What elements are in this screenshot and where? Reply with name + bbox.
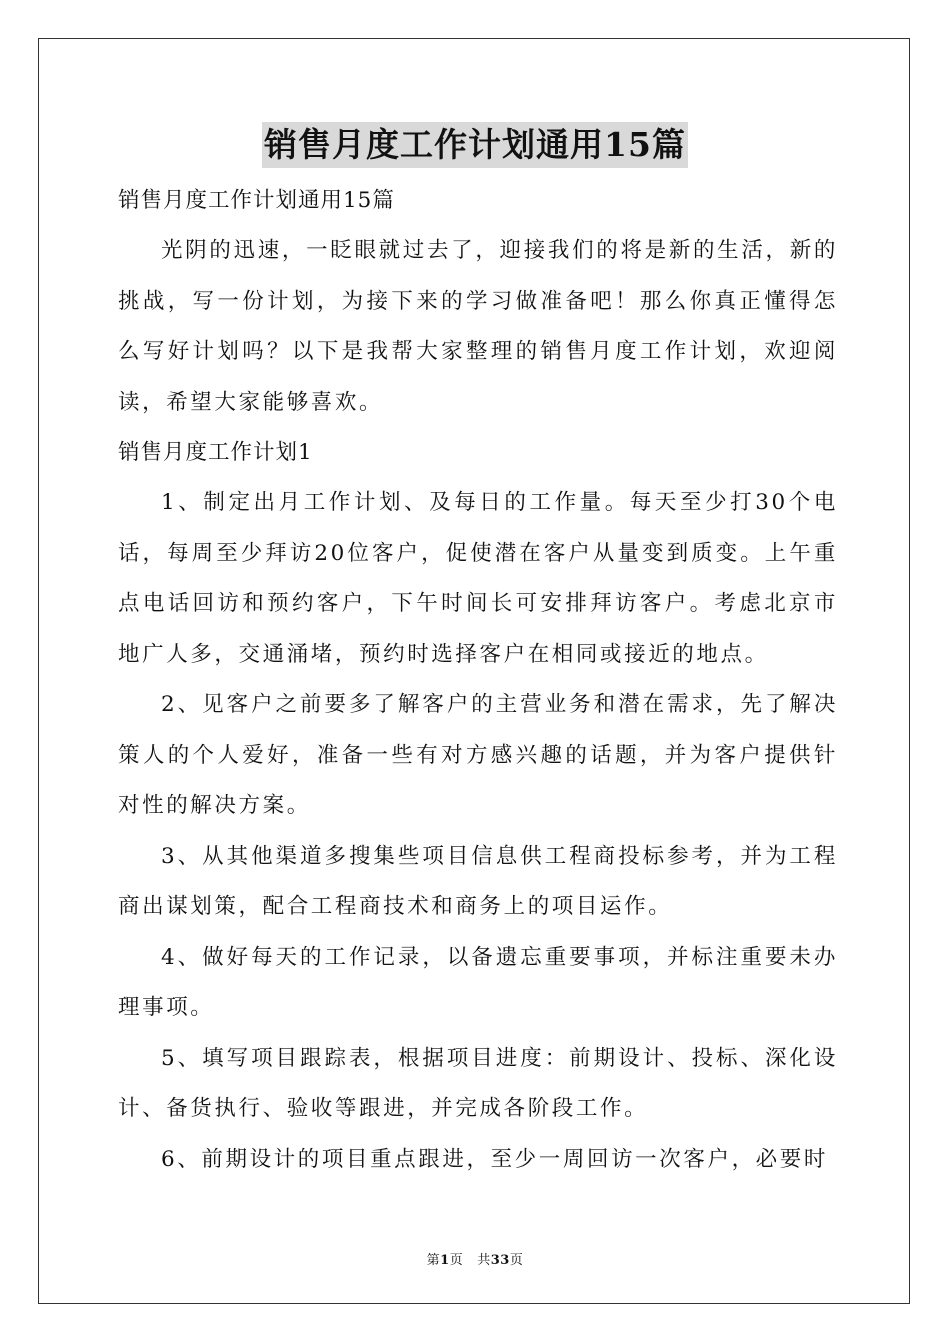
intro-paragraph: 光阴的迅速，一眨眼就过去了，迎接我们的将是新的生活，新的挑战，写一份计划，为接下来的学习做准备吧！那么你真正懂得怎么写好计划吗？以下是我帮大家整理的销售月度工作计划，欢迎阅读，希望大家能够喜欢。	[118, 238, 838, 415]
total-pages-number: 33	[490, 1253, 510, 1268]
total-label-prefix: 共	[477, 1253, 491, 1268]
total-label-suffix: 页	[509, 1253, 524, 1268]
plan-item-1: 1、制定出月工作计划、及每日的工作量。每天至少打30个电话，每周至少拜访20位客户，促使潜在客户从量变到质变。上午重点电话回访和预约客户，下午时间长可安排拜访客户。考虑北京市地广人多，交通涌堵，预约时选择客户在相同或接近的地点。	[118, 490, 838, 667]
page-label-suffix: 页	[449, 1253, 464, 1268]
plan-item-5: 5、填写项目跟踪表，根据项目进度：前期设计、投标、深化设计、备货执行、验收等跟进，并完成各阶段工作。	[118, 1045, 838, 1121]
current-page-number: 1	[440, 1253, 450, 1268]
plan-item-6: 6、前期设计的项目重点跟进，至少一周回访一次客户，必要时	[161, 1146, 828, 1172]
page-footer	[0, 1249, 950, 1268]
plan-item-2: 2、见客户之前要多了解客户的主营业务和潜在需求，先了解决策人的个人爱好，准备一些有对方感兴趣的话题，并为客户提供针对性的解决方案。	[118, 692, 838, 818]
title-container	[0, 122, 950, 168]
plan-item-4: 4、做好每天的工作记录，以备遗忘重要事项，并标注重要未办理事项。	[118, 944, 838, 1020]
document-subtitle: 销售月度工作计划通用15篇	[118, 188, 395, 213]
document-body	[118, 176, 838, 1185]
document-title: 销售月度工作计划通用15篇	[262, 122, 688, 168]
page-label-prefix: 第	[426, 1253, 441, 1268]
section-heading: 销售月度工作计划1	[118, 440, 313, 465]
plan-item-3: 3、从其他渠道多搜集些项目信息供工程商投标参考，并为工程商出谋划策，配合工程商技术和商务上的项目运作。	[118, 843, 838, 919]
